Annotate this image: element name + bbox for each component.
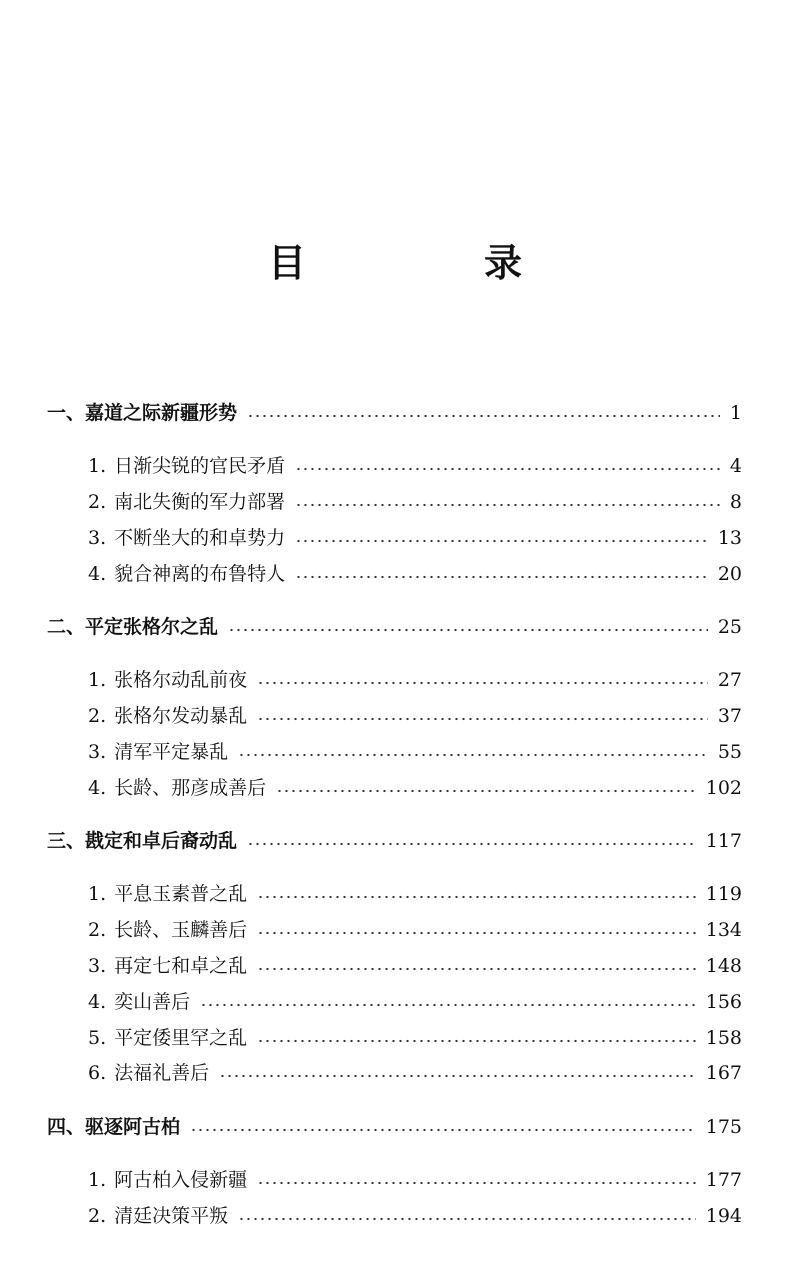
item-number: 2. [88,705,107,727]
toc-item[interactable] [88,559,742,589]
item-title: 南北失衡的军力部署 [114,491,286,513]
section-label: 一、嘉道之际新疆形势 [47,402,238,424]
item-number: 3. [88,741,107,763]
page-number: 25 [717,616,742,638]
page-number: 37 [717,705,742,727]
dot-leader [228,628,708,632]
toc-item[interactable] [88,1023,742,1053]
item-number: 3. [88,527,107,549]
page-number: 1 [729,402,742,424]
page-number: 102 [705,777,742,799]
item-title: 奕山善后 [114,991,191,1013]
item-number: 1. [88,1169,107,1191]
toc-item[interactable] [88,879,742,909]
dot-leader [257,967,696,971]
toc-item[interactable] [88,665,742,695]
item-title: 张格尔发动暴乱 [114,705,248,727]
toc-item[interactable] [88,523,742,553]
item-title: 清廷决策平叛 [114,1205,229,1227]
item-title: 张格尔动乱前夜 [114,669,248,691]
page-number: 13 [717,527,742,549]
dot-leader [295,539,708,543]
item-number: 5. [88,1027,107,1049]
item-number: 4. [88,777,107,799]
section-label: 二、平定张格尔之乱 [47,616,219,638]
toc-item[interactable] [88,987,742,1017]
page-number: 148 [705,955,742,977]
toc-item[interactable] [88,1201,742,1231]
item-number: 4. [88,563,107,585]
page-number: 55 [717,741,742,763]
item-number: 2. [88,491,107,513]
toc-section[interactable] [47,1112,742,1142]
dot-leader [247,842,696,846]
page-number: 119 [705,883,742,905]
page-number: 27 [717,669,742,691]
item-title: 阿古柏入侵新疆 [114,1169,248,1191]
item-title: 再定七和卓之乱 [114,955,248,977]
toc-item[interactable] [88,951,742,981]
page-number: 175 [705,1116,742,1138]
toc-section[interactable] [47,612,742,642]
dot-leader [200,1003,696,1007]
page-number: 177 [705,1169,742,1191]
page-number: 117 [705,830,742,852]
dot-leader [257,1039,696,1043]
dot-leader [257,931,696,935]
toc-item[interactable] [88,773,742,803]
dot-leader [257,895,696,899]
page-number: 167 [705,1062,742,1084]
dot-leader [257,717,708,721]
toc-item[interactable] [88,701,742,731]
item-number: 1. [88,883,107,905]
item-title: 貌合神离的布鲁特人 [114,563,286,585]
dot-leader [190,1128,696,1132]
page-number: 158 [705,1027,742,1049]
item-title: 平息玉素普之乱 [114,883,248,905]
section-label: 三、戡定和卓后裔动乱 [47,830,238,852]
toc-section[interactable] [47,826,742,856]
section-label: 四、驱逐阿古柏 [47,1116,181,1138]
page-number: 4 [729,455,742,477]
dot-leader [238,753,708,757]
dot-leader [238,1217,696,1221]
toc-section[interactable] [47,398,742,428]
item-number: 1. [88,455,107,477]
item-number: 2. [88,1205,107,1227]
page-number: 8 [729,491,742,513]
dot-leader [276,789,696,793]
page-number: 20 [717,563,742,585]
page-number: 194 [705,1205,742,1227]
dot-leader [257,1181,696,1185]
item-number: 2. [88,919,107,941]
item-title: 不断坐大的和卓势力 [114,527,286,549]
item-title: 法福礼善后 [114,1062,210,1084]
item-number: 6. [88,1062,107,1084]
page-title: 目 录 [267,241,592,285]
item-number: 4. [88,991,107,1013]
item-title: 长龄、玉麟善后 [114,919,248,941]
dot-leader [295,575,708,579]
dot-leader [219,1074,696,1078]
dot-leader [295,503,720,507]
toc-item[interactable] [88,487,742,517]
page-number: 156 [705,991,742,1013]
toc-item[interactable] [88,1058,742,1088]
item-title: 日渐尖锐的官民矛盾 [114,455,286,477]
dot-leader [247,414,720,418]
toc-item[interactable] [88,737,742,767]
item-title: 清军平定暴乱 [114,741,229,763]
page-number: 134 [705,919,742,941]
item-number: 3. [88,955,107,977]
item-title: 长龄、那彦成善后 [114,777,267,799]
toc-item[interactable] [88,915,742,945]
toc-item[interactable] [88,1165,742,1195]
dot-leader [295,467,720,471]
dot-leader [257,681,708,685]
item-number: 1. [88,669,107,691]
toc-item[interactable] [88,451,742,481]
item-title: 平定倭里罕之乱 [114,1027,248,1049]
